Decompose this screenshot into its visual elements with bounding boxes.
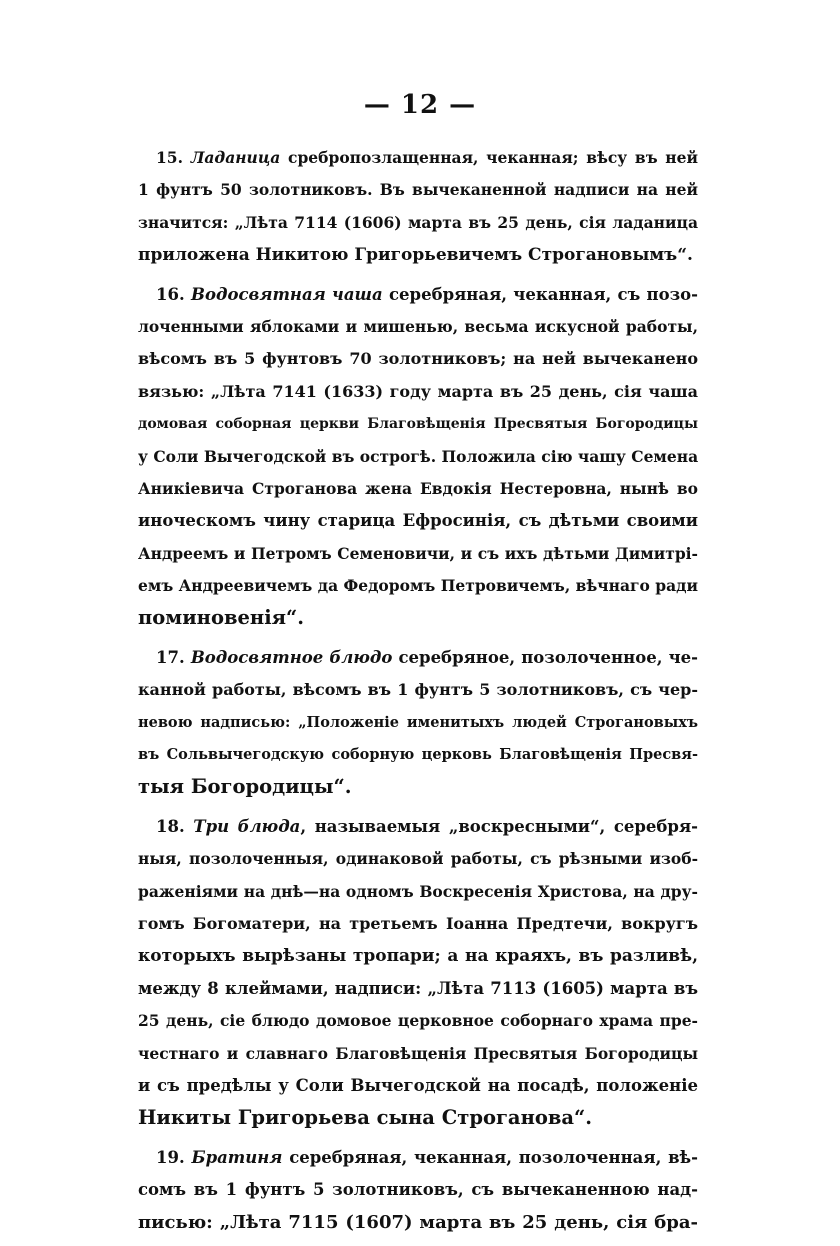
entry-paragraph	[138, 279, 698, 635]
text-line: раженіями на днѣ—на одномъ Воскресенія Христова, на дру-	[138, 881, 698, 901]
text-line: и съ предѣлы у Соли Вычегодской на посадѣ, положеніе	[138, 1075, 698, 1095]
text-line: иноческомъ чину старица Ефросинія, съ дѣтьми своими	[138, 511, 698, 531]
text-line: канной работы, вѣсомъ въ 1 фунтъ 5 золотниковъ, съ чер-	[138, 680, 698, 700]
text-line: вязью: „Лѣта 7141 (1633) году марта въ 25 день, сія чаша	[138, 381, 698, 401]
text-line: въ Сольвычегодскую соборную церковь Благовѣщенія Пресвя-	[138, 746, 698, 764]
entry-text: серебряная, чеканная, позолоченная, вѣ-	[282, 1147, 698, 1167]
text-line: которыхъ вырѣзаны тропари; а на краяхъ, въ разливѣ,	[138, 946, 698, 967]
entry-number: 17.	[156, 647, 185, 667]
entry-paragraph	[138, 811, 698, 1135]
text-line: честнаго и славнаго Благовѣщенія Пресвятыя Богородицы	[138, 1043, 698, 1063]
paragraph-first-line	[138, 1142, 698, 1174]
text-line: гомъ Богоматери, на третьемъ Іоанна Предтечи, вокругъ	[138, 913, 698, 933]
entry-title: Водосвятная чаша	[191, 284, 383, 304]
entry-number: 18.	[156, 816, 185, 836]
page-number: — 12 —	[363, 90, 477, 120]
text-line: невою надписью: „Положеніе именитыхъ людей Строгановыхъ	[138, 713, 698, 731]
text-line: домовая соборная церкви Благовѣщенія Пресвятыя Богородицы	[138, 416, 698, 433]
entry-title: Ладаница	[190, 148, 281, 167]
entry-title: Три блюда	[193, 816, 301, 836]
entry-paragraph	[138, 1142, 698, 1239]
entry-text: сребропозлащенная, чеканная; вѣсу въ ней	[280, 148, 698, 167]
text-line: 1 фунтъ 50 золотниковъ. Въ вычеканенной надписи на ней	[138, 180, 698, 200]
text-line: тыя Богородицы“.	[138, 775, 352, 799]
text-line: лоченными яблоками и мишенью, весьма искусной работы,	[138, 316, 698, 336]
entry-number: 16.	[156, 284, 185, 304]
entry-paragraph	[138, 142, 698, 272]
entry-number: 15.	[156, 148, 183, 167]
paragraph-first-line	[138, 279, 698, 311]
text-line: Андреемъ и Петромъ Семеновичи, и съ ихъ дѣтьми Димитрі-	[138, 543, 698, 563]
entry-text: , называемыя „воскресными“, серебря-	[300, 816, 698, 836]
paragraph-first-line	[138, 642, 698, 674]
entry-number: 19.	[156, 1147, 185, 1167]
text-line: ныя, позолоченныя, одинаковой работы, съ рѣзными изоб-	[138, 849, 698, 869]
text-line: у Соли Вычегодской въ острогѣ. Положила сію чашу Семена	[138, 446, 699, 466]
text-line: писью: „Лѣта 7115 (1607) марта въ 25 день, сія бра-	[138, 1211, 698, 1233]
paragraph-first-line	[138, 811, 698, 843]
text-line: Аникіевича Строганова жена Евдокія Нестеровна, нынѣ во	[138, 478, 698, 498]
entry-title: Братиня	[191, 1147, 283, 1167]
entry-text: серебряное, позолоченное, че-	[392, 647, 698, 667]
text-line: приложена Никитою Григорьевичемъ Строгановымъ“.	[138, 245, 693, 266]
entry-title: Водосвятное блюдо	[190, 647, 393, 667]
entry-text: серебряная, чеканная, съ позо-	[382, 284, 699, 304]
text-line: поминовенія“.	[138, 606, 305, 630]
text-line: значится: „Лѣта 7114 (1606) марта въ 25 день, сія ладаница	[138, 212, 698, 232]
entry-paragraph	[138, 642, 698, 804]
text-line: вѣсомъ въ 5 фунтовъ 70 золотниковъ; на ней вычеканено	[138, 349, 698, 369]
text-line: между 8 клеймами, надписи: „Лѣта 7113 (1605) марта въ	[138, 978, 698, 998]
text-line: емъ Андреевичемъ да Федоромъ Петровичемъ, вѣчнаго ради	[138, 576, 698, 596]
text-body	[138, 142, 698, 1246]
text-line: сомъ въ 1 фунтъ 5 золотниковъ, съ вычеканенною над-	[138, 1180, 698, 1200]
paragraph-first-line	[138, 142, 698, 174]
text-line: Никиты Григорьева сына Строганова“.	[138, 1106, 593, 1130]
text-line: 25 день, сіе блюдо домовое церковное соборнаго храма пре-	[138, 1011, 698, 1031]
